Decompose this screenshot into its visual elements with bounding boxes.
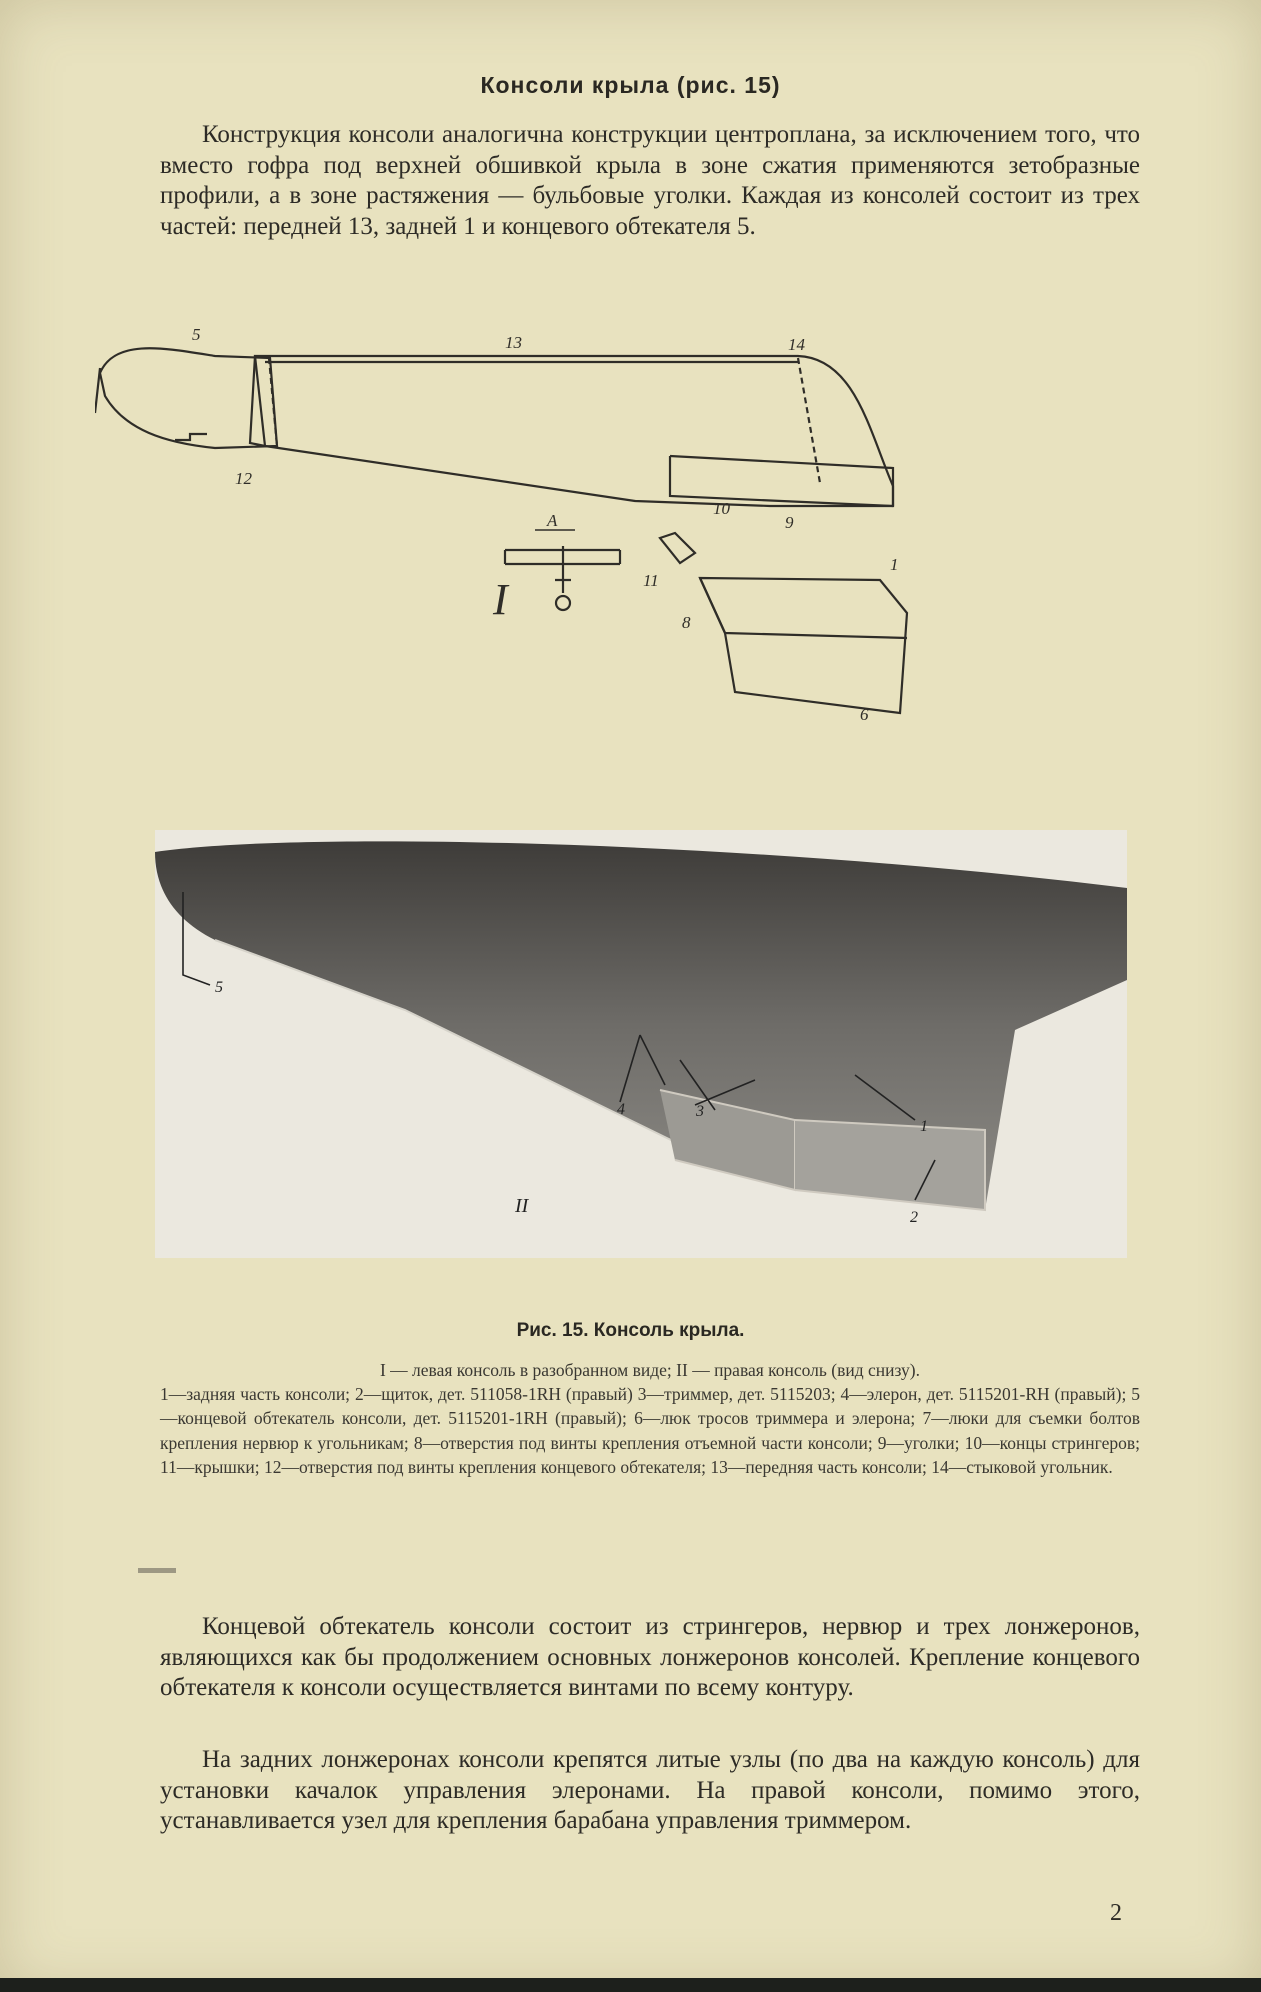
dimension-a: A (547, 511, 558, 530)
callout-12: 12 (235, 469, 252, 488)
callout-11: 11 (643, 571, 659, 590)
scan-bottom-edge (0, 1978, 1261, 1992)
figure-roman-one: I (493, 575, 508, 624)
callout-13: 13 (505, 333, 522, 352)
callout-1: 1 (890, 555, 899, 574)
mounts-paragraph: На задних лонжеронах консоли крепятся литые узлы (по два на каждую консоль) для установки качалок управления элеронами. На правой консоли, помимо этого, устанавливается узел для крепления барабана управления триммером. (160, 1746, 1140, 1834)
legend-line-views: I — левая консоль в разобранном виде; II — правая консоль (вид снизу). (379, 1360, 921, 1380)
callout-5: 5 (192, 325, 201, 344)
callout-9: 9 (785, 513, 794, 532)
exploded-wing-drawing (95, 318, 1185, 738)
callout-10: 10 (713, 499, 730, 518)
ink-smudge (138, 1568, 176, 1573)
photo-roman-two: II (515, 1195, 529, 1217)
intro-paragraph: Конструкция консоли аналогична конструкции центроплана, за исключением того, что вместо гофра под верхней обшивкой крыла в зоне сжатия применяются зетобразные профили, а в зоне растяжения — бульбовые уголки. Каждая из консолей состоит из трех частей: передней 13, задней 1 и концевого обтекателя 5. (160, 121, 1140, 240)
page-number: 2 (1110, 1900, 1122, 1926)
rear-part-drawing (700, 578, 907, 713)
figure-legend (160, 1358, 1140, 1479)
photo-callout-5: 5 (215, 979, 223, 996)
photo-callout-4: 4 (617, 1101, 625, 1118)
tip-fairing-paragraph: Концевой обтекатель консоли состоит из стрингеров, нервюр и трех лонжеронов, являющихся как бы продолжением основных лонжеронов консолей. Крепление концевого обтекателя к консоли осуществляется винтами по всему контуру. (160, 1613, 1140, 1701)
callout-8: 8 (682, 613, 691, 632)
section-heading: Консоли крыла (рис. 15) (480, 72, 781, 98)
front-part-drawing (255, 356, 893, 506)
photo-callout-1: 1 (920, 1118, 928, 1135)
photo-callout-2: 2 (910, 1209, 918, 1226)
wing-photo (155, 830, 1127, 1258)
photo-callout-3: 3 (696, 1103, 704, 1120)
callout-14: 14 (788, 335, 805, 354)
legend-parts-list: 1—задняя часть консоли; 2—щиток, дет. 511058-1RH (правый) 3—триммер, дет. 5115203; 4—элерон, дет. 5115201-RH (правый); 5—концевой обтекатель консоли, дет. 5115201-1RH (правый); 6—люк тросов триммера и элерона; 7—люки для съемки болтов крепления нервюр к угольникам; 8—отверстия под винты крепления отъемной части консоли; 9—уголки; 10—концы стрингеров; 11—крышки; 12—отверстия под винты крепления концевого обтекателя; 13—передняя часть консоли; 14—стыковой угольник. (160, 1384, 1140, 1477)
callout-6: 6 (860, 705, 869, 724)
figure-caption-title: Рис. 15. Консоль крыла. (516, 1320, 745, 1341)
wing-photo-drawing (155, 830, 1127, 1258)
